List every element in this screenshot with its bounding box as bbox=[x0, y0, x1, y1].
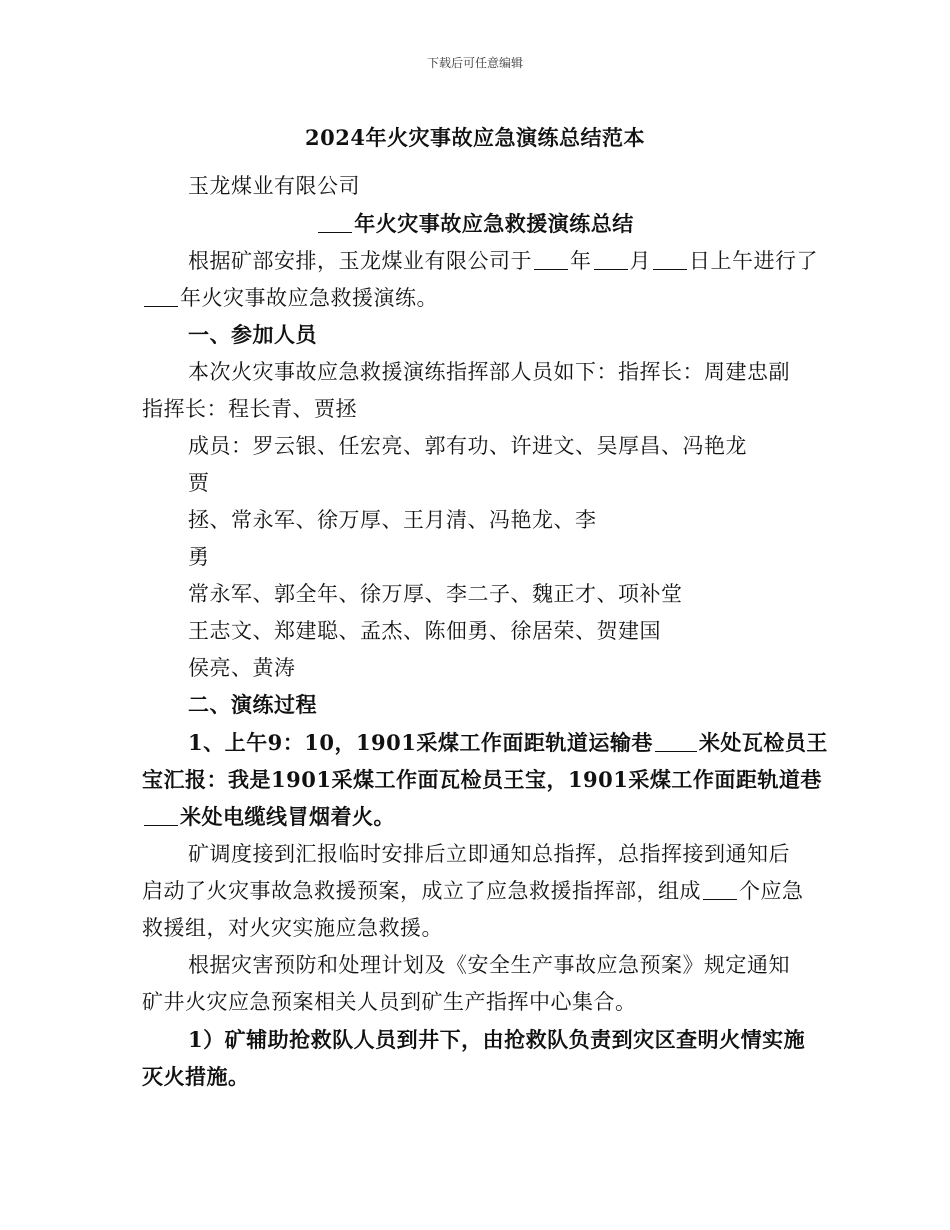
section-heading-1: 一、参加人员 bbox=[188, 322, 317, 347]
staff-line-3: 成员：罗云银、任宏亮、郭有功、许进文、吴厚昌、冯艳龙 bbox=[188, 434, 747, 458]
blank-field bbox=[594, 249, 628, 270]
intro-line-1: 根据矿部安排，玉龙煤业有限公司于 年 月 日上午进行了 bbox=[188, 249, 818, 273]
plan-line-1: 根据灾害预防和处理计划及《安全生产事故应急预案》规定通知 bbox=[188, 953, 790, 977]
rescue-line-2: 灭火措施。 bbox=[142, 1064, 250, 1089]
dispatch-line-3: 救援组，对火灾实施应急救援。 bbox=[142, 916, 443, 940]
staff-line-8: 王志文、郑建聪、孟杰、陈佃勇、徐居荣、贺建国 bbox=[188, 619, 661, 643]
staff-line-6: 勇 bbox=[188, 545, 210, 569]
plan-line-2: 矿井火灾应急预案相关人员到矿生产指挥中心集合。 bbox=[142, 990, 637, 1014]
blank-field bbox=[703, 879, 737, 900]
blank-field bbox=[144, 805, 178, 826]
staff-line-1: 本次火灾事故应急救援演练指挥部人员如下：指挥长：周建忠副 bbox=[188, 360, 790, 384]
blank-field bbox=[144, 286, 178, 307]
blank-field bbox=[534, 249, 568, 270]
blank-field bbox=[318, 212, 352, 233]
step1-line-3: 米处电缆线冒烟着火。 bbox=[142, 802, 812, 832]
page-header: 下载后可任意编辑 bbox=[426, 56, 523, 70]
staff-line-9: 侯亮、黄涛 bbox=[188, 656, 296, 680]
staff-line-2: 指挥长：程长青、贾拯 bbox=[142, 397, 357, 421]
section-heading-2: 二、演练过程 bbox=[188, 692, 317, 717]
blank-field bbox=[655, 731, 697, 752]
company-name: 玉龙煤业有限公司 bbox=[188, 174, 360, 198]
staff-line-5: 拯、常永军、徐万厚、王月清、冯艳龙、李 bbox=[188, 508, 597, 532]
document-title: 2024年火灾事故应急演练总结范本 bbox=[305, 125, 645, 150]
dispatch-line-2: 启动了火灾事故急救援预案，成立了应急救援指挥部，组成 个应急 bbox=[142, 879, 804, 903]
blank-field bbox=[653, 249, 687, 270]
step1-line-1: 1、上午9：10，1901采煤工作面距轨道运输巷 米处瓦检员王 bbox=[188, 730, 828, 755]
staff-line-7: 常永军、郭全年、徐万厚、李二子、魏正才、项补堂 bbox=[188, 582, 683, 606]
intro-line-2: 年火灾事故应急救援演练。 bbox=[142, 283, 812, 313]
step1-line-2: 宝汇报：我是1901采煤工作面瓦检员王宝，1901采煤工作面距轨道巷 bbox=[142, 767, 822, 792]
rescue-line-1: 1）矿辅助抢救队人员到井下，由抢救队负责到灾区查明火情实施 bbox=[188, 1027, 806, 1052]
dispatch-line-1: 矿调度接到汇报临时安排后立即通知总指挥，总指挥接到通知后 bbox=[188, 842, 790, 866]
subtitle: 年火灾事故应急救援演练总结 bbox=[0, 209, 950, 239]
staff-line-4: 贾 bbox=[188, 471, 210, 495]
